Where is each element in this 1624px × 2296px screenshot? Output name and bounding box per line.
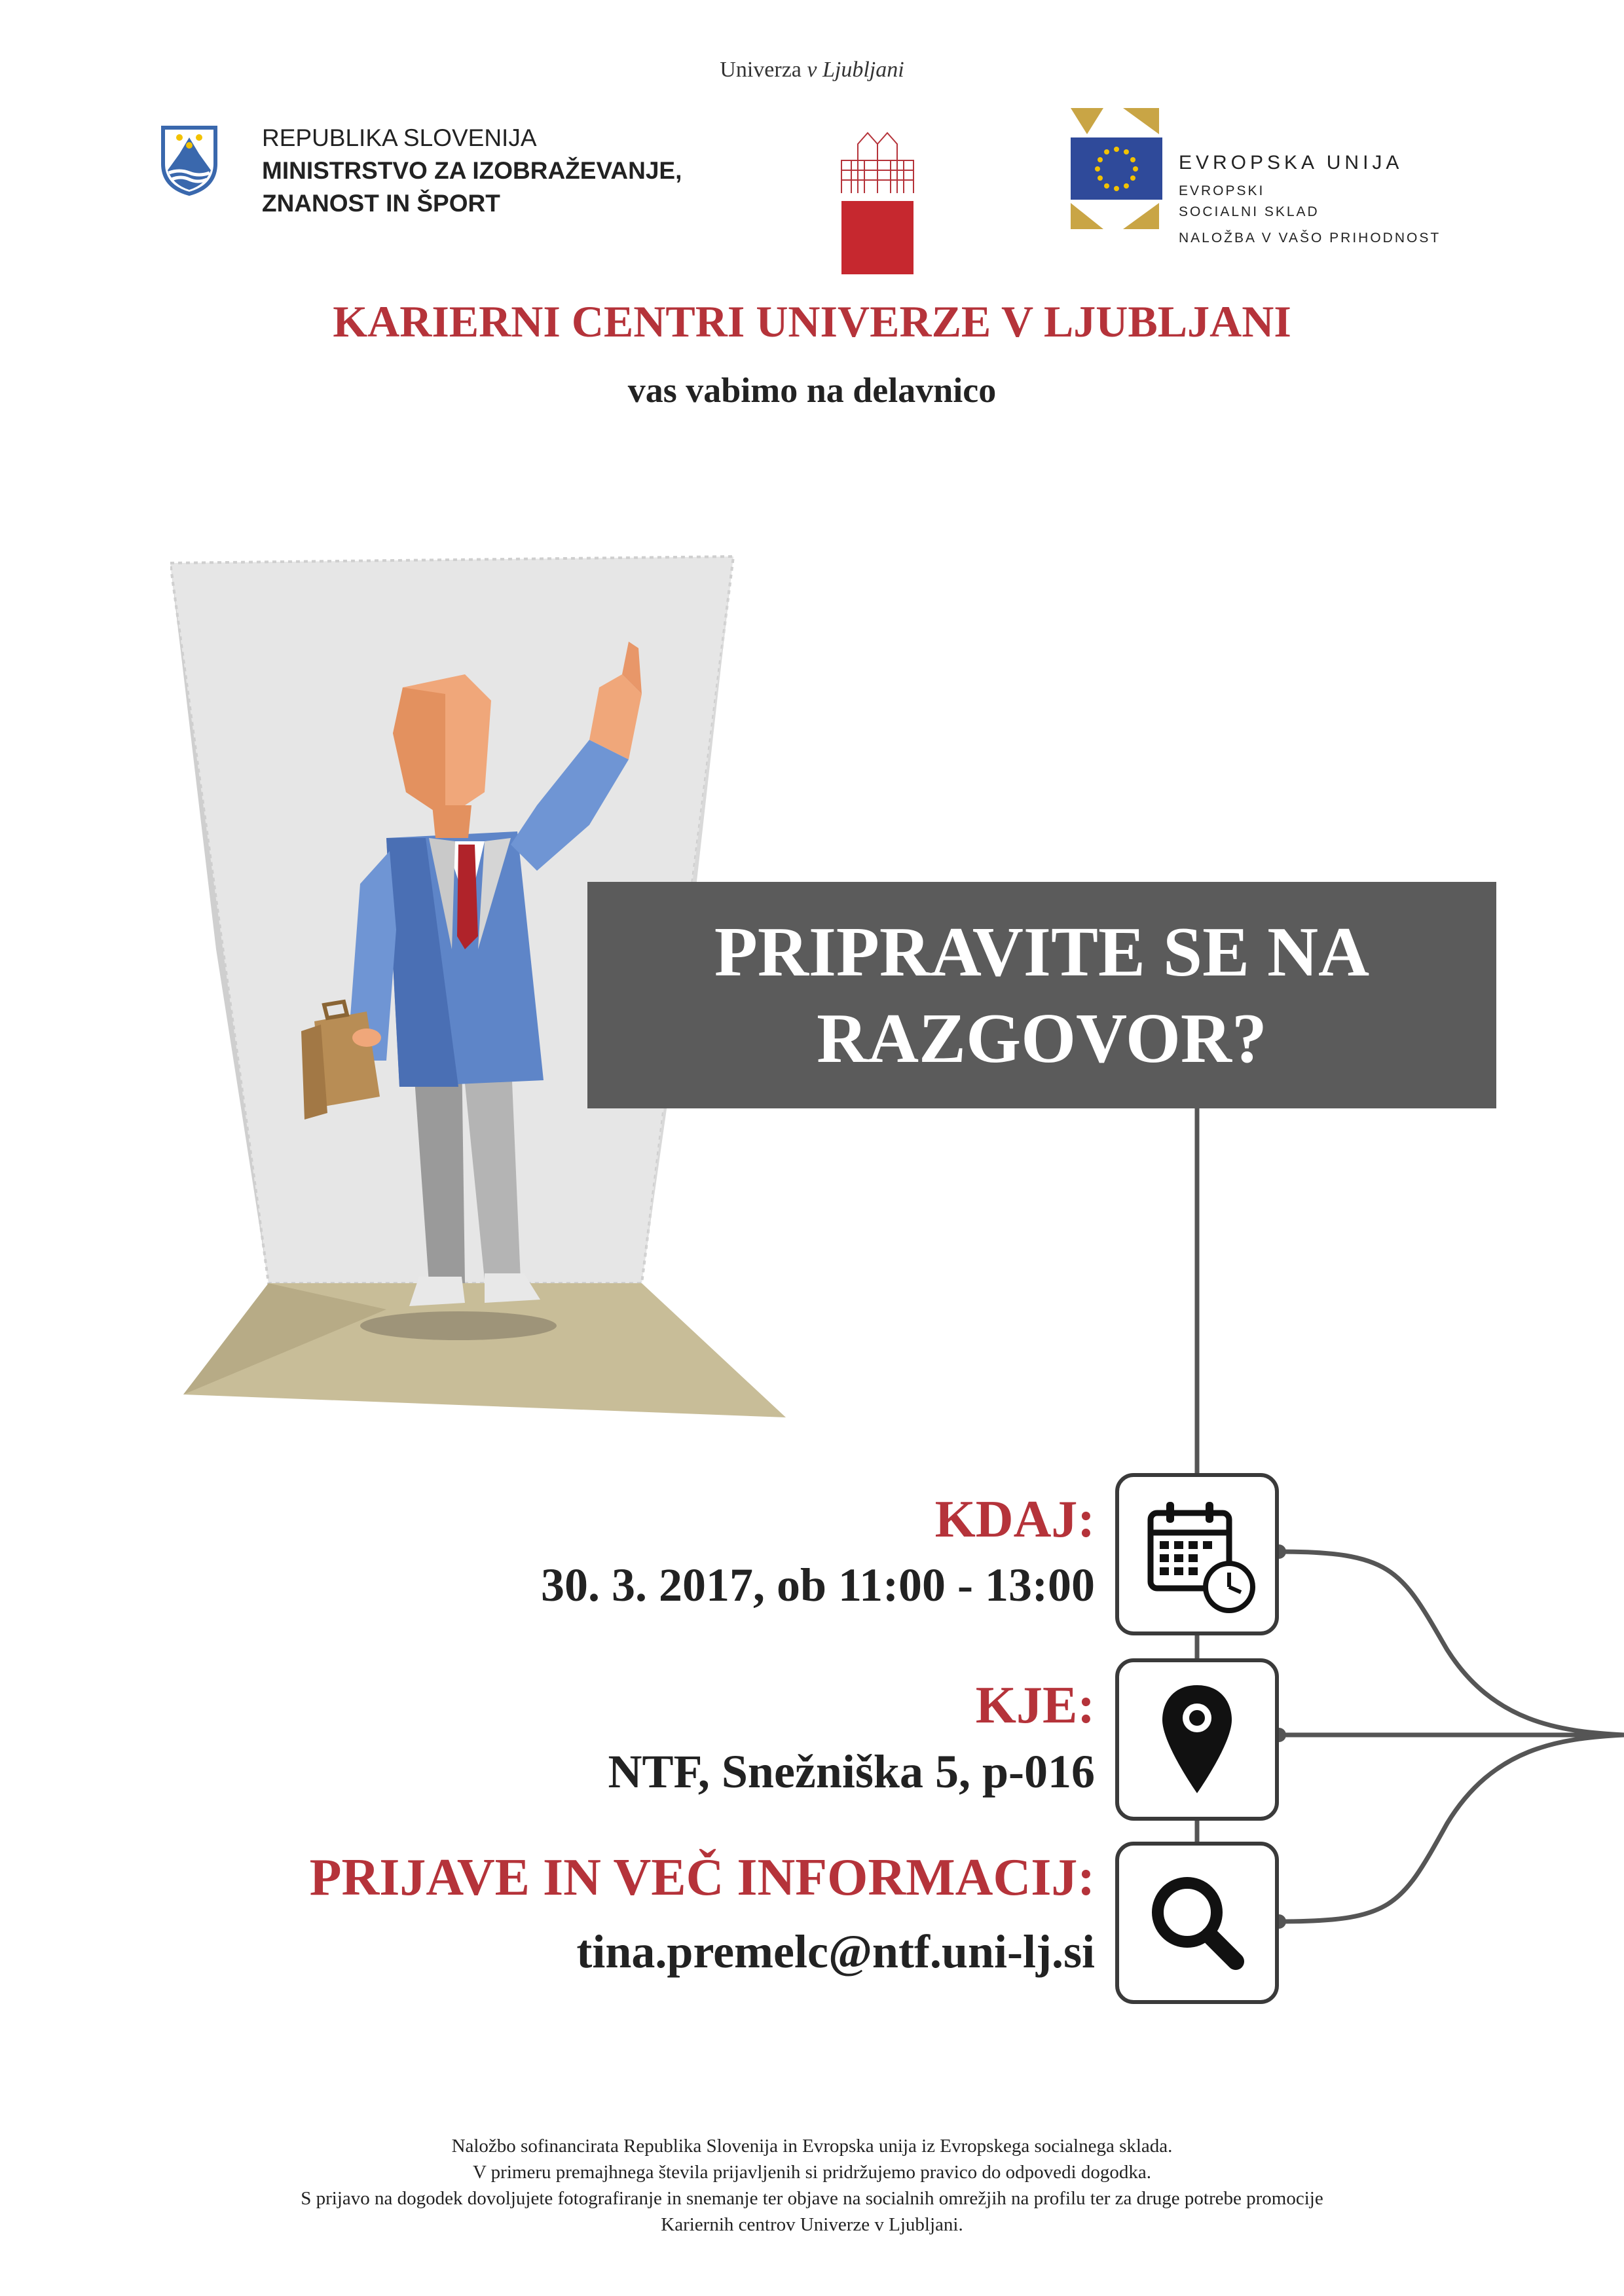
footer-line-2: V primeru premajhnega števila prijavljenih si pridržujemo pravico do odpovedi dogodka. <box>473 2162 1151 2183</box>
search-icon <box>1119 1846 1275 2000</box>
when-label: KDAJ: <box>934 1491 1095 1548</box>
when-value: 30. 3. 2017, ob 11:00 - 13:00 <box>541 1559 1095 1611</box>
event-title-line-2: RAZGOVOR? <box>817 1000 1267 1078</box>
info-icon-box <box>1115 1842 1279 2004</box>
map-pin-icon <box>1119 1662 1275 1817</box>
event-title-line-1: PRIPRAVITE SE NA <box>714 913 1370 991</box>
calendar-clock-icon <box>1119 1477 1275 1631</box>
where-value: NTF, Snežniška 5, p-016 <box>608 1745 1095 1798</box>
footer-notes <box>0 2133 1624 2238</box>
page-heading: KARIERNI CENTRI UNIVERZE V LJUBLJANI <box>333 297 1291 346</box>
university-name: Univerza v Ljubljani <box>720 58 904 82</box>
ministry-line-2: MINISTRSTVO ZA IZOBRAŽEVANJE, <box>262 157 682 184</box>
eu-line-2: EVROPSKI SOCIALNI SKLAD <box>1179 183 1320 219</box>
footer-line-3: S prijavo na dogodek dovoljujete fotografiranje in snemanje ter objave na socialnih omrežjih na profilu ter za druge potrebe promocije <box>301 2188 1323 2209</box>
where-icon-box <box>1115 1658 1279 1821</box>
ministry-line-1: REPUBLIKA SLOVENIJA <box>262 124 537 151</box>
eu-line-4: NALOŽBA V VAŠO PRIHODNOST <box>1179 230 1441 246</box>
registration-email[interactable]: tina.premelc@ntf.uni-lj.si <box>576 1925 1095 1978</box>
footer-line-4: Kariernih centrov Univerze v Ljubljani. <box>661 2214 963 2235</box>
when-icon-box <box>1115 1473 1279 1635</box>
ministry-line-3: ZNANOST IN ŠPORT <box>262 190 500 217</box>
eu-line-1: EVROPSKA UNIJA <box>1179 152 1403 173</box>
where-label: KJE: <box>975 1677 1095 1734</box>
page-subheading: vas vabimo na delavnico <box>627 371 997 410</box>
footer-line-1: Naložbo sofinancirata Republika Slovenija in Evropska unija iz Evropskega socialnega sklada. <box>451 2136 1173 2157</box>
registration-label: PRIJAVE IN VEČ INFORMACIJ: <box>309 1849 1095 1906</box>
